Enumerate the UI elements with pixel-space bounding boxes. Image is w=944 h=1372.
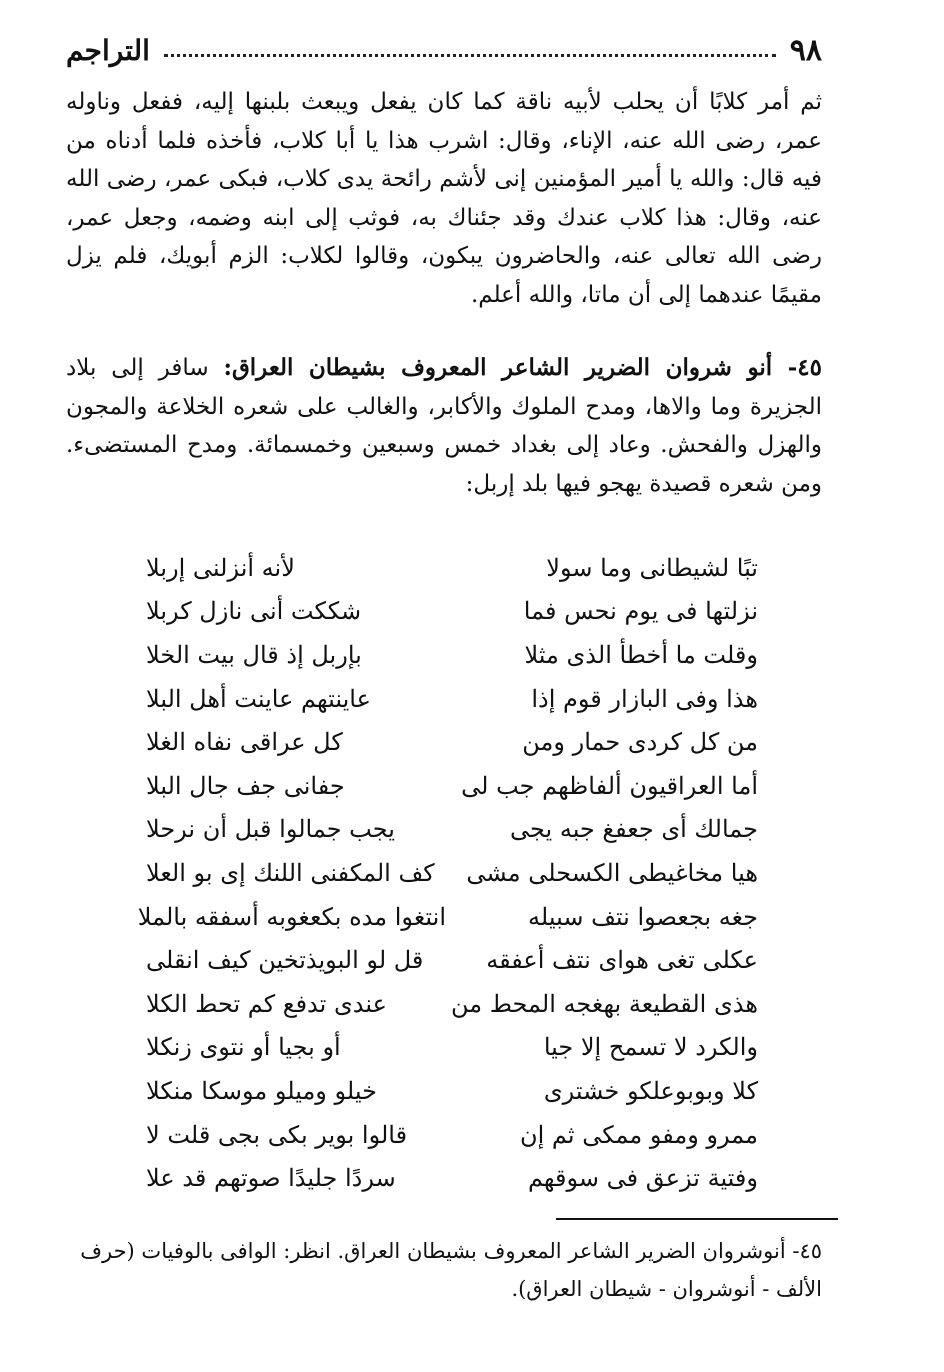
page-header xyxy=(66,28,822,72)
verse-first-hemistich: وقلت ما أخطأ الذى مثلا xyxy=(524,640,758,669)
verse-first-hemistich: جمالك أى جعفغ جبه يجى xyxy=(510,815,758,844)
verse-second-hemistich: جفانى جف جال البلا xyxy=(146,771,345,800)
verse-first-hemistich: كلا وبوبوعلكو خشترى xyxy=(543,1076,758,1105)
verse-second-hemistich: عاينتهم عاينت أهل البلا xyxy=(146,684,371,713)
verse-second-hemistich: كف المكفنى اللنك إى بو العلا xyxy=(146,858,435,887)
poem-verse xyxy=(146,982,758,1026)
poem-verse xyxy=(146,1113,758,1157)
poem-verse xyxy=(146,808,758,852)
verse-first-hemistich: وفتية تزعق فى سوقهم xyxy=(527,1164,758,1193)
entry-text: سافر إلى بلاد الجزيرة وما والاها، ومدح الملوك والأكابر، والغالب على شعره الخلاعة والمجون والهزل والفحش. وعاد إلى بغداد خمس وسبعين وخمسمائة. ومدح المستضىء. ومن شعره قصيدة يهجو فيها بلد إربل: xyxy=(66,355,822,497)
header-leader-dots xyxy=(164,54,776,57)
poem-verse xyxy=(146,633,758,677)
verse-second-hemistich: شككت أنى نازل كربلا xyxy=(146,597,362,626)
verse-second-hemistich: لأنه أنزلنى إربلا xyxy=(146,553,295,582)
poem-verse xyxy=(146,1156,758,1200)
verse-first-hemistich: عكلى تغى هواى نتف أعفقه xyxy=(486,946,758,975)
paragraph-entry-45 xyxy=(66,349,822,503)
poem-verse xyxy=(137,895,758,939)
poem-verse xyxy=(146,590,758,634)
verse-first-hemistich: هذى القطيعة بهغجه المحط من xyxy=(451,989,758,1018)
verse-second-hemistich: عندى تدفع كم تحط الكلا xyxy=(146,989,387,1018)
poem-verse xyxy=(146,938,758,982)
poem-verse xyxy=(146,546,758,590)
footnote-divider xyxy=(556,1218,838,1220)
verse-second-hemistich: خيلو وميلو موسكا منكلا xyxy=(146,1076,377,1105)
poem-verse xyxy=(146,720,758,764)
verse-first-hemistich: هذا وفى البازار قوم إذا xyxy=(531,684,758,713)
entry-heading: ٤٥- أنو شروان الضرير الشاعر المعروف بشيطان العراق: xyxy=(223,354,822,381)
verse-second-hemistich: بإربل إذ قال بيت الخلا xyxy=(146,640,362,669)
verse-second-hemistich: انتغوا مده بكعغوبه أسفقه بالملا xyxy=(137,902,446,931)
verse-first-hemistich: والكرد لا تسمح إلا جيا xyxy=(543,1033,758,1062)
poem-verse xyxy=(146,677,758,721)
verse-first-hemistich: جغه بجعصوا نتف سبيله xyxy=(528,902,758,931)
verse-second-hemistich: كل عراقى نفاه الغلا xyxy=(146,728,343,757)
paragraph-narrative: ثم أمر كلابًا أن يحلب لأبيه ناقة كما كان يفعل ويبعث بلبنها إليه، ففعل وناوله عمر، رضى الله عنه، الإناء، وقال: اشرب هذا يا أبا كلاب، فأخذه فلما أدناه من فيه قال: والله يا أمير المؤمنين إنى لأشم رائحة يدى كلاب، فبكى عمر، رضى الله عنه، وقال: هذا كلاب عندك وقد جئناك به، فوثب إلى ابنه وضمه، وجعل عمر، رضى الله تعالى عنه، والحاضرون يبكون، وقالوا لكلاب: الزم أبويك، فلم يزل مقيمًا عندهما إلى أن ماتا، والله أعلم. xyxy=(66,89,822,308)
verse-second-hemistich: يجب جمالوا قبل أن نرحلا xyxy=(146,815,395,844)
verse-second-hemistich: أو بجيا أو نتوى زنكلا xyxy=(146,1033,341,1062)
poem xyxy=(137,546,758,1200)
page-number: ٩٨ xyxy=(789,32,822,68)
poem-verse xyxy=(146,851,758,895)
verse-first-hemistich: من كل كردى حمار ومن xyxy=(522,728,758,757)
verse-second-hemistich: سردًا جليدًا صوتهم قد علا xyxy=(146,1164,396,1193)
verse-first-hemistich: تبًا لشيطانى وما سولا xyxy=(546,553,758,582)
running-title: التراجم xyxy=(66,33,150,67)
poem-verse xyxy=(146,1026,758,1070)
verse-first-hemistich: نزلتها فى يوم نحس فما xyxy=(523,597,758,626)
verse-second-hemistich: قالوا بوير بكى بجى قلت لا xyxy=(146,1120,408,1149)
poem-verse xyxy=(146,764,758,808)
verse-first-hemistich: أما العراقيون ألفاظهم جب لى xyxy=(461,771,758,800)
poem-verse xyxy=(146,1069,758,1113)
verse-first-hemistich: ممرو ومفو ممكى ثم إن xyxy=(520,1120,758,1149)
verse-second-hemistich: قل لو البويذتخين كيف انقلى xyxy=(146,946,424,975)
footnote: ٤٥- أنوشروان الضرير الشاعر المعروف بشيطان العراق. انظر: الوافى بالوفيات (حرف الألف - أنوشروان - شيطان العراق). xyxy=(80,1239,822,1301)
verse-first-hemistich: هيا مخاغيطى الكسحلى مشى xyxy=(466,858,758,887)
